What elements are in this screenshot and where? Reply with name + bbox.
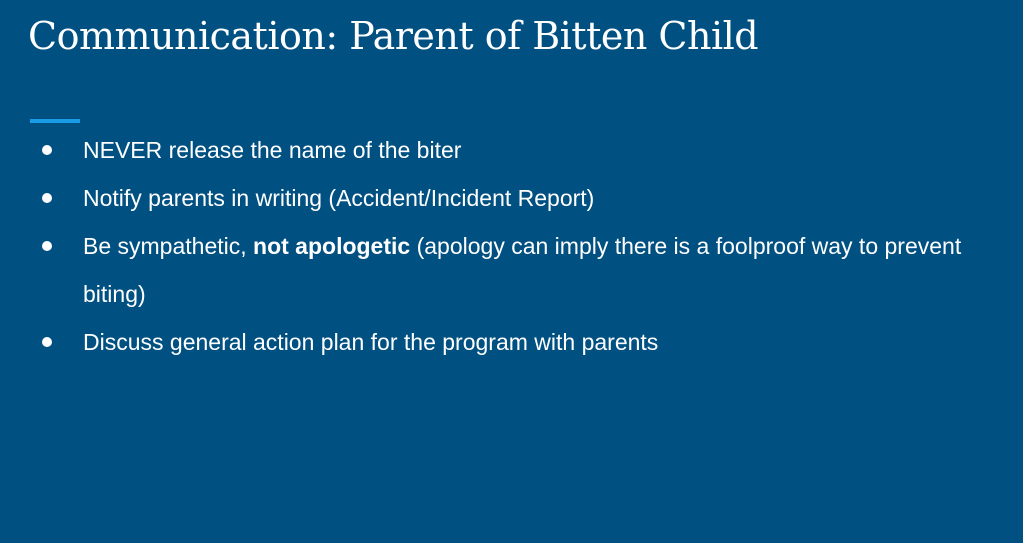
- bullet-text: NEVER release the name of the biter: [83, 137, 462, 163]
- bullet-text: Be sympathetic,: [83, 233, 254, 259]
- slide-title: Communication: Parent of Bitten Child: [28, 14, 759, 58]
- bullet-bold-text: not apologetic: [253, 233, 411, 259]
- bullet-dot-icon: [42, 337, 52, 347]
- bullet-text: Discuss general action plan for the program with parents: [83, 329, 659, 355]
- bullet-item: [0, 174, 1023, 222]
- bullet-text: Notify parents in writing (Accident/Incident Report): [83, 185, 595, 211]
- bullet-list: [0, 126, 1023, 366]
- title-accent-bar: [30, 119, 80, 123]
- bullet-item: [0, 222, 1023, 318]
- bullet-item: [0, 126, 1023, 174]
- bullet-item: [0, 318, 1023, 366]
- bullet-dot-icon: [42, 241, 52, 251]
- bullet-text: (apology can imply there is a foolproof way to prevent biting): [83, 233, 962, 307]
- bullet-dot-icon: [42, 145, 52, 155]
- bullet-dot-icon: [42, 193, 52, 203]
